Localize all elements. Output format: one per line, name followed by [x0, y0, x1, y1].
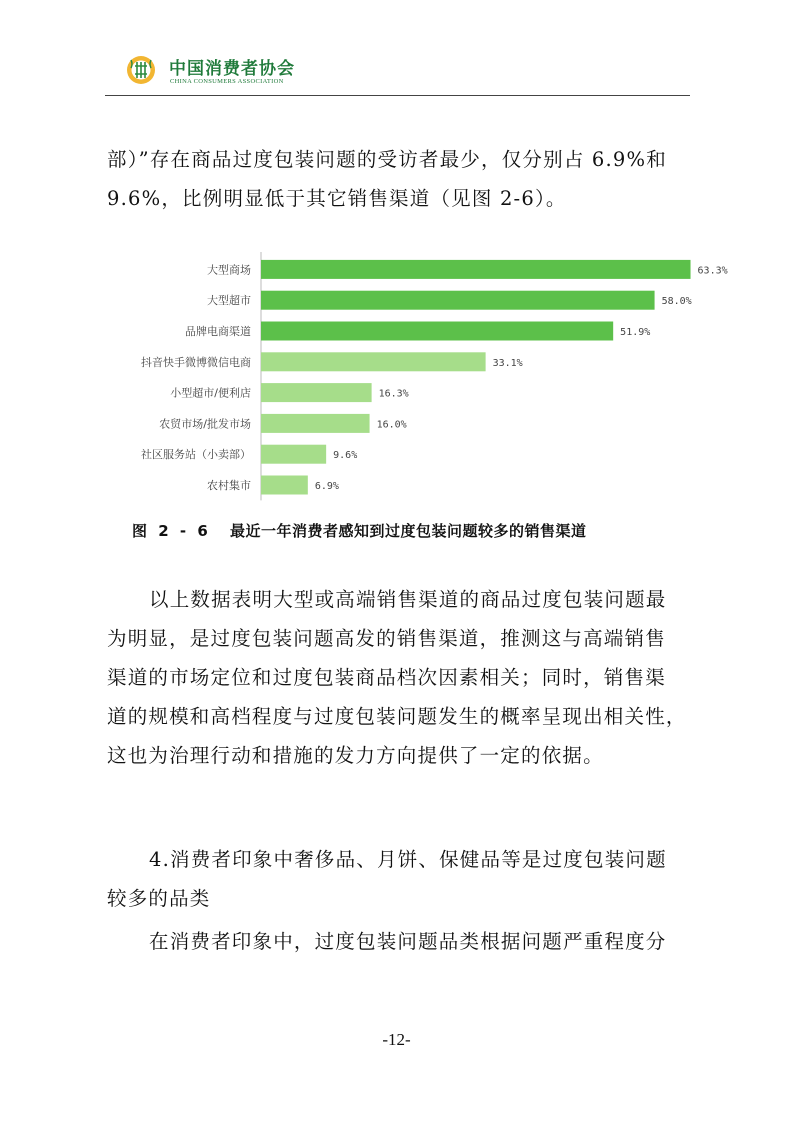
figure-number: 图 2 - 6	[132, 522, 211, 540]
text-line: 以上数据表明大型或高端销售渠道的商品过度包装问题最	[149, 588, 667, 611]
chart-bar	[261, 352, 486, 371]
data-label: 16.0%	[376, 419, 407, 431]
page-number: -12-	[382, 1030, 411, 1049]
data-label: 16.3%	[378, 388, 409, 400]
category-label: 大型商场	[207, 263, 251, 277]
text-line: 这也为治理行动和措施的发力方向提供了一定的依据。	[107, 744, 604, 767]
text-line: 部）”存在商品过度包装问题的受访者最少，仅分别占 6.9%和	[107, 148, 667, 171]
chart-bar	[261, 383, 372, 402]
bar-chart	[108, 250, 728, 495]
category-label: 小型超市/便利店	[170, 386, 251, 400]
data-label: 58.0%	[661, 296, 692, 308]
category-label: 社区服务站（小卖部）	[141, 448, 251, 462]
paragraph-intro	[107, 140, 692, 218]
data-label: 33.1%	[492, 357, 523, 369]
chart-bar	[261, 260, 691, 279]
text-line: 为明显，是过度包装问题高发的销售渠道，推测这与高端销售	[107, 627, 666, 650]
data-label: 9.6%	[333, 450, 358, 462]
paragraph-analysis	[107, 580, 692, 775]
text-line: 在消费者印象中，过度包装问题品类根据问题严重程度分	[149, 930, 667, 953]
chart-bar	[261, 291, 655, 310]
org-name: 中国消费者协会	[169, 59, 295, 79]
text-line: 4.消费者印象中奢侈品、月饼、保健品等是过度包装问题	[149, 848, 667, 871]
category-label: 大型超市	[207, 294, 251, 308]
text-line: 较多的品类	[107, 887, 211, 910]
chart-bar	[261, 476, 308, 495]
data-label: 6.9%	[314, 481, 339, 492]
page-header	[105, 50, 690, 96]
category-label: 农贸市场/批发市场	[159, 417, 251, 431]
data-label: 63.3%	[697, 265, 728, 277]
bar-chart-svg	[108, 250, 728, 495]
category-label: 品牌电商渠道	[185, 325, 251, 338]
category-label: 抖音快手微博微信电商	[141, 355, 251, 369]
chart-bar	[261, 414, 370, 433]
header-divider	[105, 95, 690, 96]
data-label: 51.9%	[620, 327, 651, 338]
chart-bar	[261, 445, 326, 464]
section-heading	[107, 840, 692, 918]
association-logo-icon	[125, 54, 157, 86]
chart-bar	[261, 322, 613, 341]
text-line: 渠道的市场定位和过度包装商品档次因素相关；同时，销售渠	[107, 666, 666, 689]
text-line: 9.6%，比例明显低于其它销售渠道（见图 2-6）。	[107, 187, 567, 210]
figure-title: 最近一年消费者感知到过度包装问题较多的销售渠道	[230, 522, 587, 540]
org-name-en: CHINA CONSUMERS ASSOCIATION	[170, 78, 284, 85]
category-label: 农村集市	[207, 479, 251, 492]
paragraph-categories	[107, 922, 692, 961]
text-line: 道的规模和高档程度与过度包装问题发生的概率呈现出相关性，	[107, 705, 687, 728]
